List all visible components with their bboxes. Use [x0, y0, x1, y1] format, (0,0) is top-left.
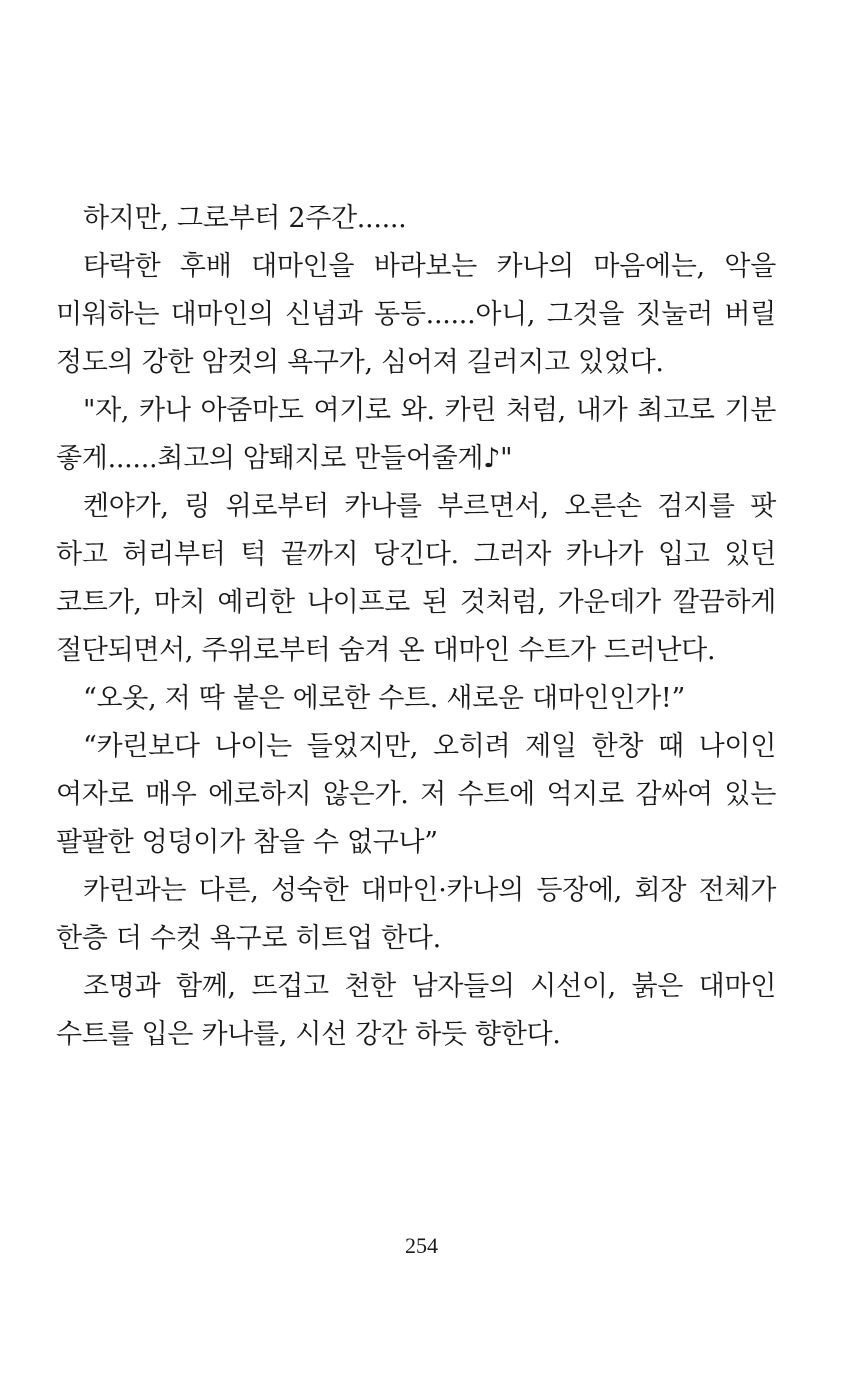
paragraph: "자, 카나 아줌마도 여기로 와. 카린 처럼, 내가 최고로 기분 좋게......최고의 암퇘지로 만들어줄게♪"	[56, 395, 776, 474]
paragraph: “오옷, 저 딱 붙은 에로한 수트. 새로운 대마인인가!”	[83, 683, 685, 714]
paragraph: “카린보다 나이는 들었지만, 오히려 제일 한창 때 나이인 여자로 매우 에로하지 않은가. 저 수트에 억지로 감싸여 있는 팔팔한 엉덩이가 참을 수 없구나”	[56, 731, 776, 858]
paragraph: 켄야가, 링 위로부터 카나를 부르면서, 오른손 검지를 팟 하고 허리부터 턱 끝까지 당긴다. 그러자 카나가 입고 있던 코트가, 마치 예리한 나이프로 된 것처럼, 가운데가 깔끔하게 절단되면서, 주위로부터 숨겨 온 대마인 수트가 드러난다.	[56, 491, 776, 666]
paragraph: 조명과 함께, 뜨겁고 천한 남자들의 시선이, 붉은 대마인 수트를 입은 카나를, 시선 강간 하듯 향한다.	[56, 971, 776, 1050]
paragraph: 카린과는 다른, 성숙한 대마인·카나의 등장에, 회장 전체가 한층 더 수컷 욕구로 히트업 한다.	[56, 875, 776, 954]
body-text	[56, 195, 776, 1059]
paragraph: 타락한 후배 대마인을 바라보는 카나의 마음에는, 악을 미워하는 대마인의 신념과 동등......아니, 그것을 짓눌러 버릴 정도의 강한 암컷의 욕구가, 심어져 길러지고 있었다.	[56, 251, 776, 378]
page-number: 254	[405, 1233, 438, 1258]
paragraph: 하지만, 그로부터 2주간......	[83, 203, 407, 234]
